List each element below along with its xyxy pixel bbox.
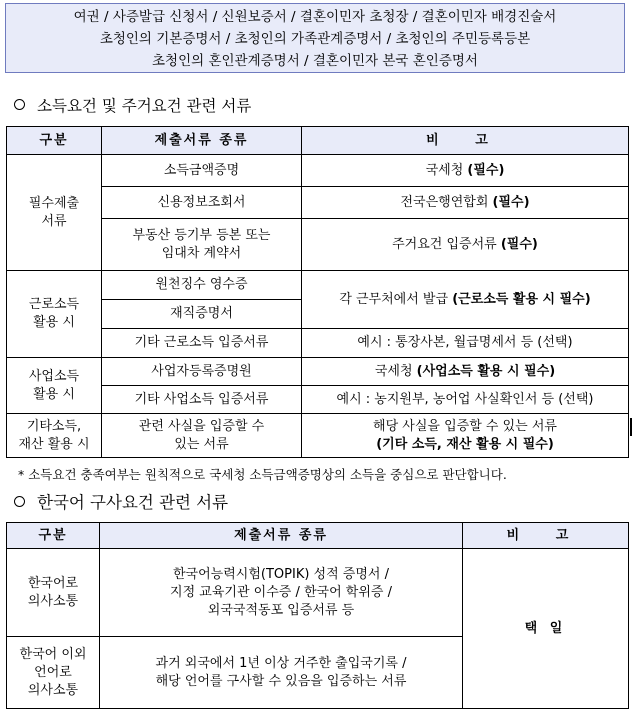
header-category: 구분 [7, 523, 100, 549]
document-cell: 기타 사업소득 입증서류 [102, 386, 302, 414]
korean-language-table [6, 522, 629, 709]
document-cell: 원천징수 영수증 [102, 271, 302, 300]
required-docs-line-2: 초청인의 기본증명서 / 초청인의 가족관계증명서 / 초청인의 주민등록등본 [99, 31, 531, 47]
remark-cell: 각 근무처에서 발급 (근로소득 활용 시 필수) [302, 271, 629, 329]
document-cell: 관련 사실을 입증할 수 있는 서류 [102, 414, 302, 458]
header-remarks: 비 고 [302, 127, 629, 155]
category-cell: 기타소득, 재산 활용 시 [7, 414, 102, 458]
category-cell: 한국어 이외 언어로 의사소통 [7, 637, 100, 709]
remark-cell: 국세청 (필수) [302, 155, 629, 187]
document-cell: 부동산 등기부 등본 또는 임대차 계약서 [102, 219, 302, 271]
document-cell: 한국어능력시험(TOPIK) 성적 증명서 / 지정 교육기관 이수증 / 한국어 학위증 / 외국국적동포 입증서류 등 [100, 549, 463, 637]
required-documents-box [5, 3, 625, 73]
header-remarks: 비 고 [463, 523, 629, 549]
remark-cell: 택 일 [463, 549, 629, 709]
category-cell: 한국어로 의사소통 [7, 549, 100, 637]
document-cell: 사업자등록증명원 [102, 358, 302, 386]
required-docs-line-1: 여권 / 사증발급 신청서 / 신원보증서 / 결혼이민자 초청장 / 결혼이민자 배경진술서 [73, 9, 557, 25]
category-cell: 근로소득 활용 시 [7, 271, 102, 358]
header-category: 구분 [7, 127, 102, 155]
remark-cell: 예시 : 농지원부, 농어업 사실확인서 등 (선택) [302, 386, 629, 414]
document-cell: 소득금액증명 [102, 155, 302, 187]
remark-cell: 주거요건 입증서류 (필수) [302, 219, 629, 271]
remark-cell: 예시 : 통장사본, 월급명세서 등 (선택) [302, 329, 629, 358]
section2-heading: 한국어 구사요건 관련 서류 [14, 489, 228, 513]
circle-bullet-icon [14, 496, 25, 507]
header-documents: 제출서류 종류 [100, 523, 463, 549]
remark-cell: 전국은행연합회 (필수) [302, 187, 629, 219]
header-documents: 제출서류 종류 [102, 127, 302, 155]
document-cell: 신용정보조회서 [102, 187, 302, 219]
section1-heading: 소득요건 및 주거요건 관련 서류 [14, 94, 251, 116]
document-cell: 재직증명서 [102, 300, 302, 329]
text-cursor [630, 418, 632, 436]
document-cell: 과거 외국에서 1년 이상 거주한 출입국기록 / 해당 언어를 구사할 수 있음을 입증하는 서류 [100, 637, 463, 709]
income-housing-table [6, 126, 629, 458]
remark-cell: 해당 사실을 입증할 수 있는 서류 (기타 소득, 재산 활용 시 필수) [302, 414, 629, 458]
category-cell: 필수제출 서류 [7, 155, 102, 271]
required-docs-line-3: 초청인의 혼인관계증명서 / 결혼이민자 본국 혼인증명서 [152, 53, 478, 69]
footnote: * 소득요건 충족여부는 원칙적으로 국세청 소득금액증명상의 소득을 중심으로 판단합니다. [18, 467, 507, 482]
remark-cell: 국세청 (사업소득 활용 시 필수) [302, 358, 629, 386]
category-cell: 사업소득 활용 시 [7, 358, 102, 414]
document-cell: 기타 근로소득 입증서류 [102, 329, 302, 358]
circle-bullet-icon [14, 99, 25, 110]
